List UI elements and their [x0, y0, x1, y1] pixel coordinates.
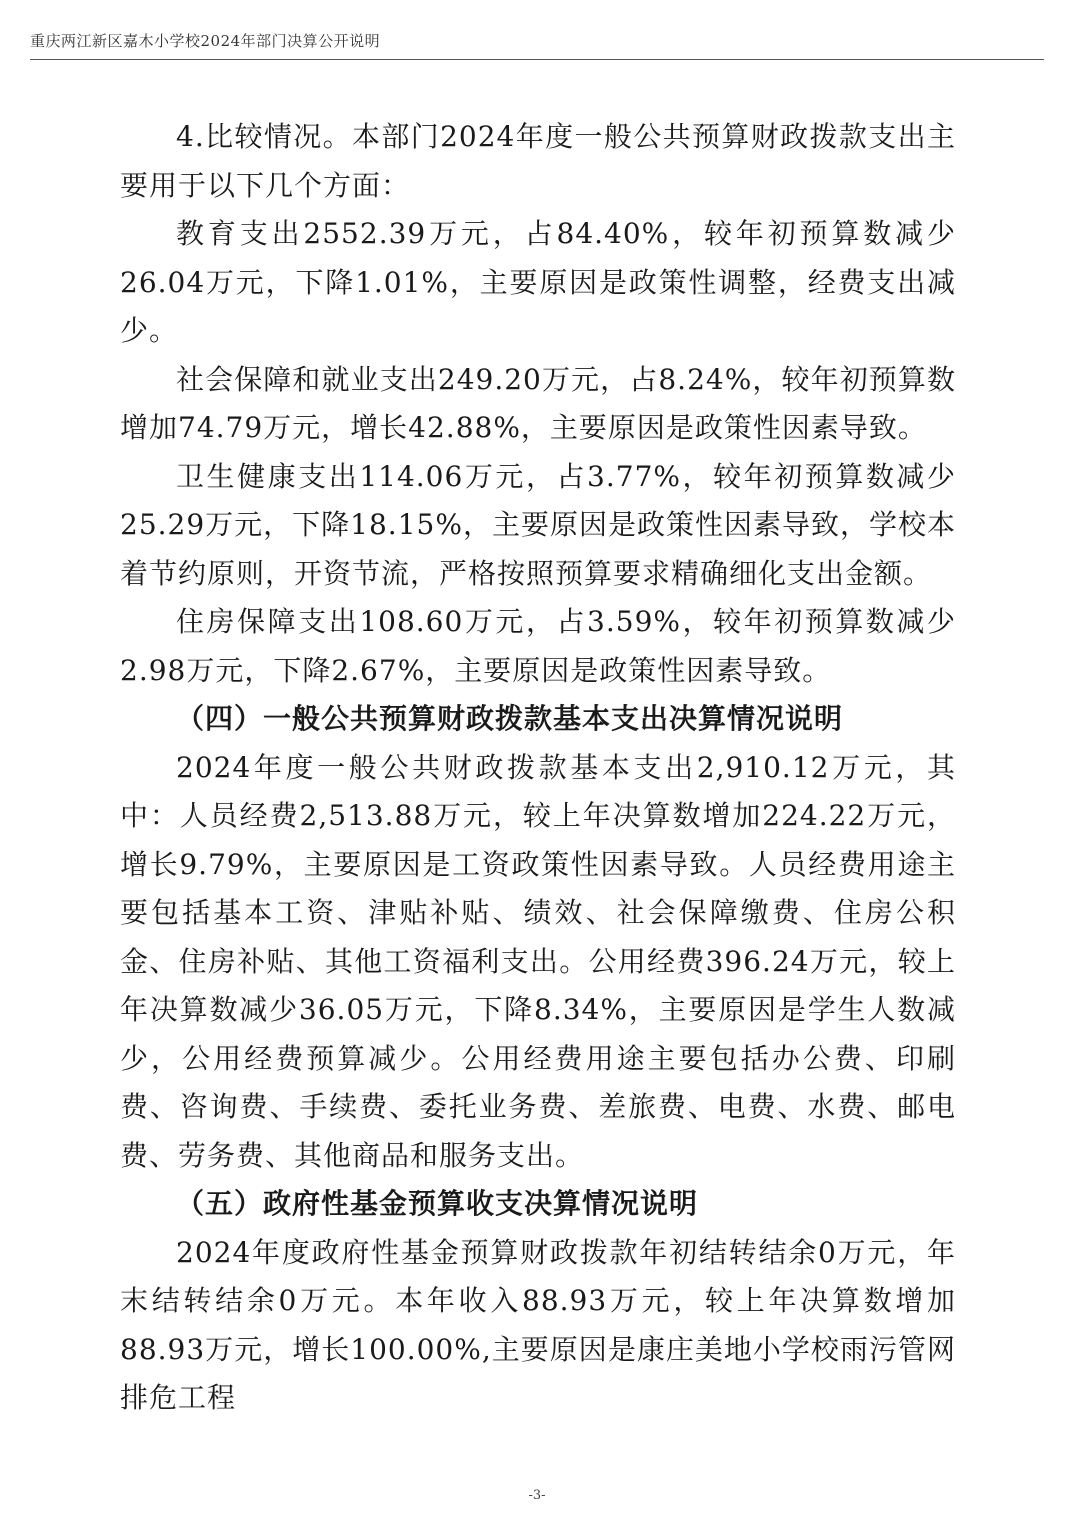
page-number: -3-	[528, 1488, 546, 1503]
paragraph-basic-expenditure: 2024年度一般公共财政拨款基本支出2,910.12万元，其中：人员经费2,513.88万元，较上年决算数增加224.22万元，增长9.79%，主要原因是工资政策性因素导致。人员经费用途主要包括基本工资、津贴补贴、绩效、社会保障缴费、住房公积金、住房补贴、其他工资福利支出。公用经费396.24万元，较上年决算数减少36.05万元，下降8.34%，主要原因是学生人数减少，公用经费预算减少。公用经费用途主要包括办公费、印刷费、咨询费、手续费、委托业务费、差旅费、电费、水费、邮电费、劳务费、其他商品和服务支出。	[120, 750, 956, 1172]
document-header: 重庆两江新区嘉木小学校2024年部门决算公开说明	[30, 30, 1044, 60]
section-heading-basic-expenditure: （四）一般公共预算财政拨款基本支出决算情况说明	[176, 702, 844, 735]
paragraph-education-expenditure: 教育支出2552.39万元，占84.40%，较年初预算数减少26.04万元，下降1.01%，主要原因是政策性调整，经费支出减少。	[120, 217, 956, 347]
paragraph-government-fund: 2024年度政府性基金预算财政拨款年初结转结余0万元，年末结转结余0万元。本年收入88.93万元，较上年决算数增加88.93万元，增长100.00%,主要原因是康庄美地小学校雨污管网排危工程	[120, 1235, 956, 1414]
document-body	[120, 113, 956, 1423]
paragraph-comparison-intro: 4.比较情况。本部门2024年度一般公共预算财政拨款支出主要用于以下几个方面：	[120, 120, 956, 202]
paragraph-housing-expenditure: 住房保障支出108.60万元，占3.59%，较年初预算数减少2.98万元，下降2.67%，主要原因是政策性因素导致。	[120, 605, 956, 687]
paragraph-health-expenditure: 卫生健康支出114.06万元，占3.77%，较年初预算数减少25.29万元，下降18.15%，主要原因是政策性因素导致，学校本着节约原则，开资节流，严格按照预算要求精确细化支出金额。	[120, 459, 956, 590]
paragraph-social-security-expenditure: 社会保障和就业支出249.20万元，占8.24%，较年初预算数增加74.79万元，增长42.88%，主要原因是政策性因素导致。	[120, 362, 956, 444]
section-heading-government-fund: （五）政府性基金预算收支决算情况说明	[176, 1187, 699, 1220]
